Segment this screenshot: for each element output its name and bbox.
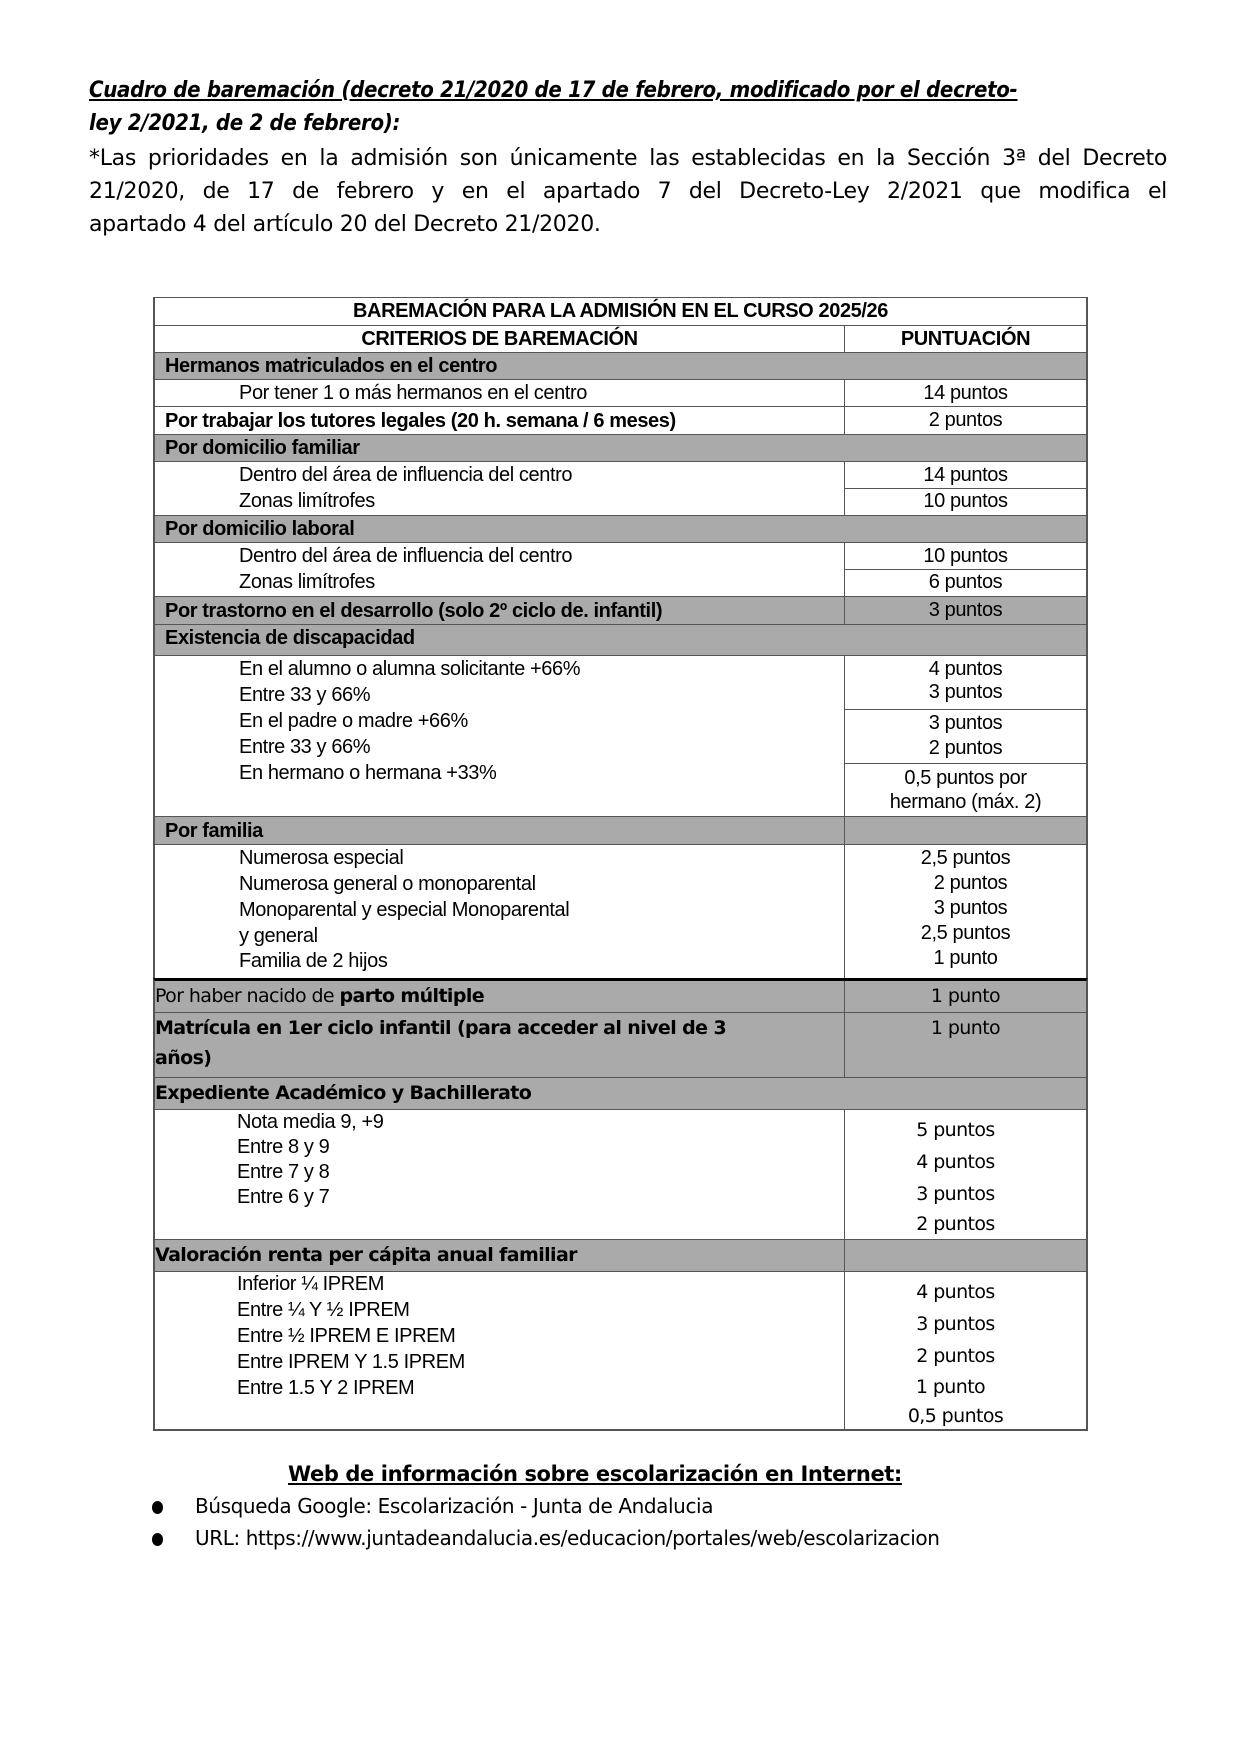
criterion-label: Dentro del área de influencia del centro: [239, 464, 573, 486]
table-row: [153, 379, 1088, 406]
criterion-label-line-1: Matrícula en 1er ciclo infantil (para acceder al nivel de 3: [155, 1017, 727, 1039]
criterion-label: Dentro del área de influencia del centro: [239, 545, 573, 567]
score-value: 4 puntos: [916, 1151, 995, 1173]
score-value: 1 punto: [933, 947, 998, 969]
section-row-domicilio-laboral: [153, 515, 1088, 542]
criterion-label: Entre 6 y 7: [237, 1186, 330, 1208]
criterion-label: En el padre o madre +66%: [239, 710, 468, 732]
criterion-label-bold: parto múltiple: [339, 985, 485, 1007]
score-value: 3 puntos: [928, 712, 1003, 734]
score-value: 3 puntos: [916, 1183, 995, 1205]
title-line-2: ley 2/2021, de 2 de febrero):: [89, 111, 401, 136]
score-value: 0,5 puntos por: [904, 767, 1027, 789]
priority-note: [89, 142, 1167, 241]
score-value: 2 puntos: [933, 872, 1008, 894]
section-row-hermanos: [153, 352, 1088, 379]
criterion-label: En hermano o hermana +33%: [239, 762, 497, 784]
criterion-label: Monoparental y especial Monoparental: [239, 899, 570, 921]
criterion-label: Entre ½ IPREM E IPREM: [237, 1325, 456, 1347]
section-heading: Existencia de discapacidad: [165, 627, 415, 649]
baremacion-table: [153, 297, 1088, 1431]
score-value: 3 puntos: [928, 681, 1003, 703]
table-title-row: [153, 297, 1088, 325]
note-line-1: *Las prioridades en la admisión son únicamente las establecidas en la Sección 3ª del Decreto: [89, 146, 1167, 171]
score-value: 3 puntos: [933, 897, 1008, 919]
criterion-label: Numerosa general o monoparental: [239, 873, 536, 895]
score-value: 2 puntos: [916, 1213, 995, 1235]
document-title: [89, 74, 1167, 140]
section-row-expediente: [153, 1077, 1088, 1109]
criterion-label: y general: [239, 925, 318, 947]
table-row: [153, 655, 1088, 816]
table-row: [153, 1271, 1088, 1431]
score-value: 2 puntos: [928, 737, 1003, 759]
table-row: [153, 406, 1088, 434]
column-header-criteria: CRITERIOS DE BAREMACIÓN: [361, 328, 638, 350]
criterion-label: Nota media 9, +9: [237, 1111, 384, 1133]
section-row-discapacidad: [153, 624, 1088, 655]
section-row-domicilio-familiar: [153, 434, 1088, 461]
bullet-text: Búsqueda Google: Escolarización - Junta de Andalucia: [195, 1494, 714, 1518]
criterion-label: Entre 33 y 66%: [239, 736, 371, 758]
table-row: [153, 844, 1088, 978]
web-info-heading: Web de información sobre escolarización en Internet:: [288, 1462, 902, 1486]
score-value: 0,5 puntos: [907, 1405, 1004, 1427]
score-value: 1 punto: [930, 985, 1001, 1007]
table-row: [153, 1109, 1088, 1239]
criterion-label: Familia de 2 hijos: [239, 950, 388, 972]
bullet-icon: [152, 1533, 163, 1546]
bullet-icon: [152, 1501, 163, 1514]
criterion-label-prefix: Por haber nacido de: [155, 985, 340, 1007]
score-value: 2,5 puntos: [920, 922, 1011, 944]
criterion-label: Entre 1.5 Y 2 IPREM: [237, 1377, 415, 1399]
criterion-label: Zonas limítrofes: [239, 490, 375, 512]
criterion-label: Entre 7 y 8: [237, 1161, 330, 1183]
score-value: 1 punto: [915, 1376, 986, 1398]
criterion-label: Zonas limítrofes: [239, 571, 375, 593]
section-row-matricula: [153, 1012, 1088, 1077]
score-value: 14 puntos: [923, 382, 1008, 404]
score-value: hermano (máx. 2): [889, 791, 1042, 813]
score-value: 2 puntos: [928, 409, 1003, 431]
column-header-score: PUNTUACIÓN: [900, 328, 1031, 350]
criterion-label: Por trastorno en el desarrollo (solo 2º ciclo de. infantil): [165, 600, 663, 622]
section-row-trastorno: [153, 596, 1088, 624]
criterion-label: Entre IPREM Y 1.5 IPREM: [237, 1351, 465, 1373]
score-value: 10 puntos: [923, 545, 1008, 567]
score-value: 1 punto: [930, 1017, 1001, 1039]
section-heading: Por familia: [165, 820, 263, 842]
table-row: [153, 461, 1088, 515]
criterion-label: [155, 984, 484, 1009]
criterion-label: Numerosa especial: [239, 847, 404, 869]
score-value: 14 puntos: [923, 464, 1008, 486]
criterion-label: En el alumno o alumna solicitante +66%: [239, 658, 581, 680]
section-row-parto-multiple: [153, 978, 1088, 1012]
section-row-renta: [153, 1239, 1088, 1271]
note-line-3: apartado 4 del artículo 20 del Decreto 21/2020.: [89, 212, 601, 237]
criterion-label: Por trabajar los tutores legales (20 h. semana / 6 meses): [165, 410, 676, 432]
criterion-label: Entre ¼ Y ½ IPREM: [237, 1299, 410, 1321]
score-value: 3 puntos: [928, 599, 1003, 621]
criterion-label: Por tener 1 o más hermanos en el centro: [239, 382, 587, 404]
section-heading: Por domicilio familiar: [165, 437, 360, 459]
score-value: 2,5 puntos: [920, 847, 1011, 869]
criterion-label-line-2: años): [155, 1047, 212, 1069]
criterion-label: Entre 33 y 66%: [239, 684, 371, 706]
section-heading: Valoración renta per cápita anual familiar: [155, 1244, 577, 1266]
score-value: 3 puntos: [916, 1313, 995, 1335]
table-row: [153, 542, 1088, 596]
section-heading: Expediente Académico y Bachillerato: [155, 1082, 532, 1104]
table-header-row: [153, 325, 1088, 352]
title-line-1: Cuadro de baremación (decreto 21/2020 de 17 de febrero, modificado por el decreto-: [89, 78, 1018, 103]
bullet-text-url[interactable]: URL: https://www.juntadeandalucia.es/educacion/portales/web/escolarizacion: [195, 1526, 940, 1550]
table-title: BAREMACIÓN PARA LA ADMISIÓN EN EL CURSO 2025/26: [353, 300, 888, 322]
criterion-label: Inferior ¼ IPREM: [237, 1273, 384, 1295]
score-value: 5 puntos: [916, 1119, 995, 1141]
score-value: 4 puntos: [916, 1281, 995, 1303]
section-heading: Por domicilio laboral: [165, 518, 355, 540]
criterion-label: Entre 8 y 9: [237, 1136, 330, 1158]
score-value: 6 puntos: [928, 571, 1003, 593]
score-value: 2 puntos: [916, 1345, 995, 1367]
section-row-familia: [153, 816, 1088, 844]
score-value: 4 puntos: [928, 658, 1003, 680]
score-value: 10 puntos: [923, 490, 1008, 512]
note-line-2: 21/2020, de 17 de febrero y en el apartado 7 del Decreto-Ley 2/2021 que modifica el: [89, 179, 1167, 204]
section-heading: Hermanos matriculados en el centro: [165, 355, 498, 377]
